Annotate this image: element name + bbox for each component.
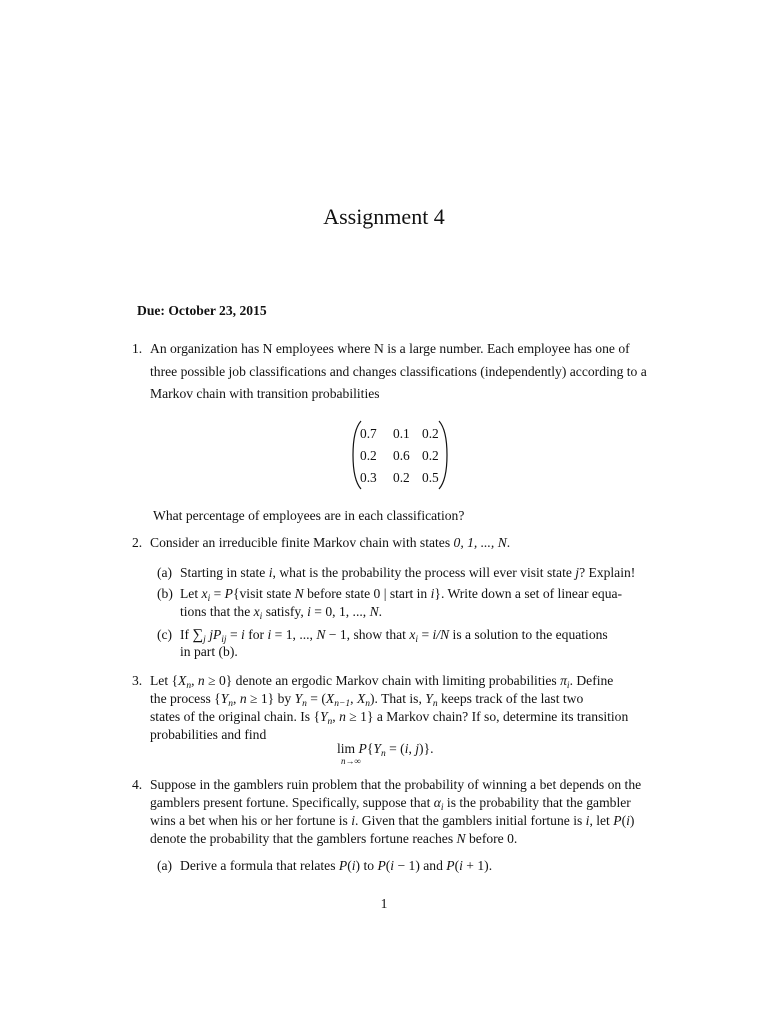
- matrix-cell: 0.2: [422, 426, 439, 441]
- question-number: 3.: [132, 673, 143, 688]
- part-label: (c): [157, 627, 173, 642]
- limit-equation: $\lim P\{Y_n = (i$, j)}. n→∞: [337, 741, 434, 766]
- page-number: 1: [380, 896, 388, 911]
- question-text-line: probabilities and find: [150, 727, 267, 742]
- question-text-line: wins a bet when his or her fortune is i. Given that the gamblers initial fortune is i, let P(i): [150, 813, 635, 828]
- question-text-line: gamblers present fortune. Specifically, suppose that $\alpha_i$ is the probability that the gambler: [150, 795, 631, 813]
- question-text-line: What percentage of employees are in each classification?: [153, 508, 465, 523]
- question-text-line: Suppose in the gamblers ruin problem that the probability of winning a bet depends on the: [150, 777, 642, 792]
- question-number: 1.: [132, 341, 143, 356]
- question-text-line: the process {$Y_n$, n ≥ 1} by $Y_n = (X_{n-1}$, $X_n$). That is, $Y_n$ keeps track of the last two: [150, 691, 584, 709]
- matrix-cell: 0.2: [360, 448, 377, 463]
- matrix-cell: 0.2: [422, 448, 439, 463]
- question-text-line: An organization has N employees where N is a large number. Each employee has one of: [150, 341, 630, 356]
- matrix-cell: 0.3: [360, 470, 377, 485]
- part-label: (a): [157, 858, 173, 873]
- matrix-cell: 0.5: [422, 470, 439, 485]
- part-text-line: Derive a formula that relates P(i) to P(i − 1) and P(i + 1).: [180, 858, 493, 873]
- part-text-line: Starting in state i, what is the probability the process will ever visit state j? Explain!: [180, 565, 636, 580]
- part-text-line: If $\sum_j$ $jP_{ij} = i$ for i = 1, ..., N − 1, show that $x_i = i/N$ is a solution to the equations: [180, 627, 608, 645]
- transition-matrix: [352, 420, 448, 490]
- question-text-line: three possible job classifications and changes classifications (independently) according to a: [150, 364, 647, 379]
- page-title: Assignment 4: [323, 204, 445, 229]
- question-text-line: Markov chain with transition probabilities: [150, 386, 380, 401]
- question-text-line: states of the original chain. Is {$Y_n$, n ≥ 1} a Markov chain? If so, determine its transition: [150, 709, 629, 727]
- question-intro: Consider an irreducible finite Markov chain with states: [150, 535, 451, 550]
- question-text-line: Consider an irreducible finite Markov chain with states 0, 1, ..., N.: [150, 535, 511, 550]
- question-text-line: denote the probability that the gamblers fortune reaches N before 0.: [150, 831, 518, 846]
- matrix-cell: 0.6: [393, 448, 410, 463]
- state-set: 0, 1, ..., N: [453, 535, 507, 550]
- question-number: 2.: [132, 535, 143, 550]
- matrix-cell: 0.1: [393, 426, 410, 441]
- part-label: (b): [157, 586, 173, 601]
- part-text-line: tions that the $x_i$ satisfy, i = 0, 1, ..., N.: [180, 604, 383, 622]
- matrix-cell: 0.7: [360, 426, 377, 441]
- part-text-line: Let $x_i$ = P{visit state N before state 0 | start in i}. Write down a set of linear equa-: [180, 586, 623, 604]
- matrix-cell: 0.2: [393, 470, 410, 485]
- question-text-line: Let {$X_n$, n ≥ 0} denote an ergodic Markov chain with limiting probabilities $\pi_i$. Define: [150, 673, 614, 691]
- part-text-line: in part (b).: [180, 644, 238, 659]
- due-date: Due: October 23, 2015: [137, 303, 267, 318]
- right-paren: [438, 420, 448, 490]
- question-number: 4.: [132, 777, 143, 792]
- part-label: (a): [157, 565, 173, 580]
